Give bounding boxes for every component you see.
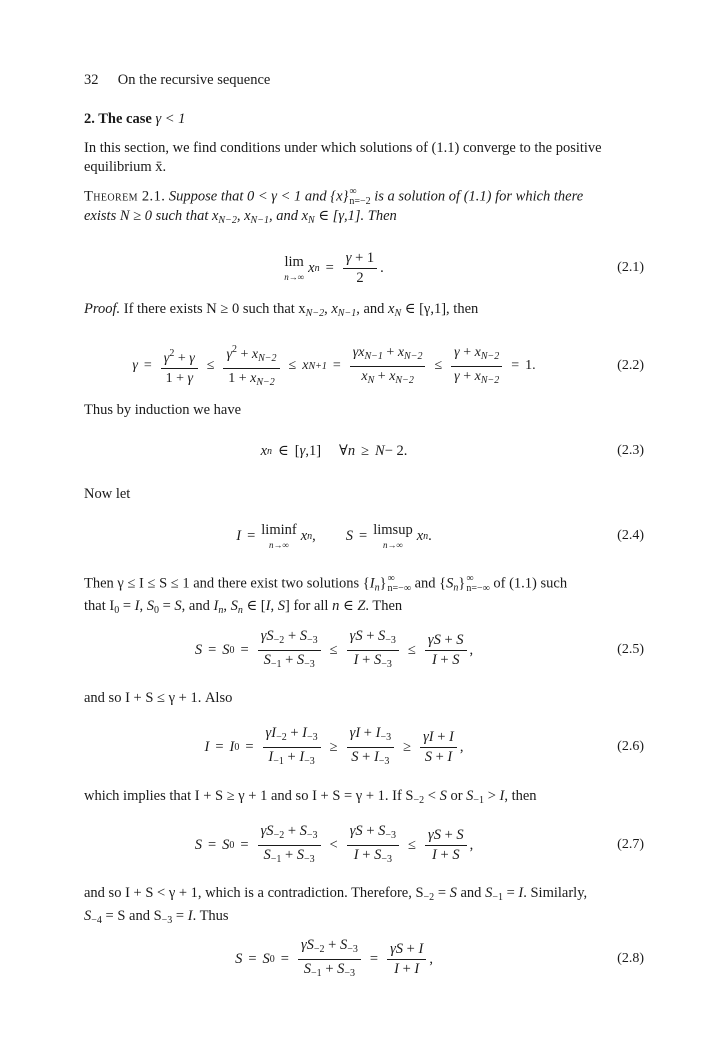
- proof-paragraph: Proof. If there exists N ≥ 0 such that $x_{N-2}$, $x_{N-1}$, and $x_N$ ∈ [γ,1], then: [84, 301, 479, 319]
- equation-number-2-3: (2.3): [617, 443, 644, 458]
- equation-2-1: lim n→∞ x n = $\frac{\gamma + 1}{2}$ . (2.1): [84, 242, 644, 294]
- section-heading: 2. The case γ < 1: [84, 111, 186, 127]
- equation-number-2-8: (2.8): [617, 951, 644, 966]
- equation-number-2-2: (2.2): [617, 358, 644, 373]
- proof-label: Proof.: [84, 301, 121, 317]
- theorem-label: Theorem 2.1.: [84, 188, 166, 205]
- equation-number-2-7: (2.7): [617, 837, 644, 852]
- and-so-paragraph-1: and so I + S ≤ γ + 1. Also: [84, 690, 233, 706]
- equation-2-2: γ = $\frac{\gamma^2 + \gamma}{1 + \gamma}$ ≤ $\frac{\gamma^2 + x_{N-2}}{1 + x_{N-2}}$ ≤ x N+1 = $\frac{\gamma x_{N-1} + x_{N-2}}{x_N + x_{N-2}}$ ≤ $\frac{\gamma + x_{N-2}}{\gamma + x_{N-2}}$ = 1. (2.2): [84, 340, 644, 392]
- equation-2-8: S = S 0 = $\frac{\gamma S_{-2} + S_{-3}}{S_{-1} + S_{-3}}$ = $\frac{\gamma S + I}{I + I}$ , (2.8): [84, 933, 644, 985]
- equation-number-2-1: (2.1): [617, 260, 644, 275]
- equation-2-3: x n ∈ [ γ ,1] ∀ n ≥ N − 2. (2.3): [84, 425, 644, 477]
- running-header: [84, 72, 270, 89]
- equation-number-2-5: (2.5): [617, 642, 644, 657]
- equation-2-4: I = liminf n→∞ x n , S = limsup n→∞ x n . (2.4): [84, 510, 644, 562]
- equation-number-2-4: (2.4): [617, 528, 644, 543]
- running-title: On the recursive sequence: [117, 72, 271, 88]
- and-so-paragraph-2: and so I + S < γ + 1, which is a contradiction. Therefore, $S_{-2} = S$ and $S_{-1} = I$. Similarly, $S_{-4} = S$ and $S_{-3} = I$. Thus: [84, 885, 588, 926]
- equation-2-7: S = S 0 = $\frac{\gamma S_{-2} + S_{-3}}{S_{-1} + S_{-3}}$ < $\frac{\gamma S + S_{-3}}{I + S_{-3}}$ ≤ $\frac{\gamma S + S}{I + S}$ , (2.7): [84, 819, 644, 871]
- then-paragraph: Then γ ≤ I ≤ S ≤ 1 and there exist two solutions $\{I_n\}$ ∞ n=−∞ and $\{S_n\}$ ∞ n=−∞ of (1.1) such that $I_0 = I$, $S_0 = S$, and $I_n$, $S_n$ ∈ [I, S] for all n ∈ Z. Then: [84, 573, 568, 617]
- intro-paragraph: In this section, we find conditions under which solutions of (1.1) converge to the positive equilibrium x̄.: [84, 140, 602, 175]
- now-let-paragraph: Now let: [84, 486, 131, 502]
- page-number: 32: [84, 72, 99, 88]
- which-implies-paragraph: which implies that I + S ≥ γ + 1 and so I + S = γ + 1. If $S_{-2} < S$ or $S_{-1} > I$, then: [84, 788, 537, 806]
- equation-number-2-6: (2.6): [617, 739, 644, 754]
- theorem-2-1: Theorem 2.1. Suppose that 0 < γ < 1 and {x} ∞ n=−2 is a solution of (1.1) for which there exists N ≥ 0 such that $x_{N-2}$, $x_{N-1}$, and $x_N$ ∈ [γ,1]. Then: [84, 186, 584, 226]
- equation-2-6: I = I 0 = $\frac{\gamma I_{-2} + I_{-3}}{I_{-1} + I_{-3}}$ ≥ $\frac{\gamma I + I_{-3}}{S + I_{-3}}$ ≥ $\frac{\gamma I + I}{S + I}$ , (2.6): [84, 721, 644, 773]
- induction-paragraph: Thus by induction we have: [84, 402, 242, 418]
- equation-2-5: S = S 0 = $\frac{\gamma S_{-2} + S_{-3}}{S_{-1} + S_{-3}}$ ≤ $\frac{\gamma S + S_{-3}}{I + S_{-3}}$ ≤ $\frac{\gamma S + S}{I + S}$ , (2.5): [84, 624, 644, 676]
